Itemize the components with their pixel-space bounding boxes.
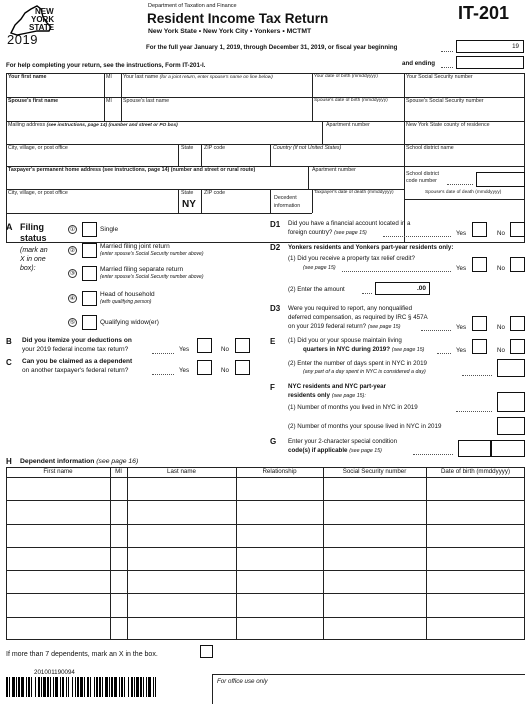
d3-no-label: No	[497, 324, 505, 331]
barcode-bar	[68, 677, 69, 697]
your-dob-label: Your date of birth (mmddyyyy)	[314, 74, 378, 79]
state-label: State	[181, 145, 194, 151]
school-code-label: School district	[406, 171, 439, 177]
barcode-bar	[60, 677, 61, 697]
barcode-bar	[55, 677, 58, 697]
barcode-icon	[6, 677, 156, 697]
barcode-bar	[121, 677, 123, 697]
filing-title-1: Filing	[20, 222, 44, 232]
your-mi-input[interactable]	[106, 82, 120, 95]
dependent-cell-input[interactable]	[7, 525, 109, 546]
dependents-column-header: Relationship	[262, 468, 297, 475]
barcode-bar	[72, 677, 73, 697]
filing-option-5-number: ⑤	[69, 320, 76, 326]
your-last-name-input[interactable]	[123, 82, 311, 95]
filing-note-1: (mark an	[20, 247, 48, 254]
g-code-input-1[interactable]	[458, 440, 491, 457]
f-2-line: (2) Number of months your spouse lived in NYC in 2019	[288, 423, 442, 430]
e-2-line-a: (2) Enter the number of days spent in NYC in 2019	[288, 360, 427, 367]
dependent-cell-input[interactable]	[324, 525, 425, 546]
d2-amount-cents: .00	[416, 285, 426, 292]
dependent-cell-input[interactable]	[324, 501, 425, 522]
barcode-bar	[90, 677, 91, 697]
mailing-address-input[interactable]	[8, 130, 320, 142]
barcode-bar	[109, 677, 110, 697]
state-2-label: State	[181, 190, 194, 196]
barcode-bar	[134, 677, 135, 697]
dependents-column-header: Social Security number	[342, 468, 407, 475]
dependent-cell-input[interactable]	[427, 525, 524, 546]
dependent-cell-input[interactable]	[427, 501, 524, 522]
b-no-checkbox[interactable]	[235, 338, 250, 353]
school-district-label: School district name	[406, 145, 454, 151]
form-number: IT-201	[458, 3, 510, 23]
barcode-bar	[41, 677, 42, 697]
county-label: New York State county of residence	[406, 122, 490, 128]
spouse-last-name-input[interactable]	[123, 106, 311, 119]
country-input[interactable]	[273, 153, 403, 165]
dependent-cell-input[interactable]	[237, 571, 322, 592]
barcode-bar	[50, 677, 51, 697]
barcode-bar	[131, 677, 133, 697]
dependent-cell-input[interactable]	[111, 525, 126, 546]
barcode-bar	[53, 677, 54, 697]
barcode-bar	[35, 677, 36, 697]
office-use-box	[212, 674, 525, 704]
form-subtitle: New York State • New York City • Yonkers • MCTMT	[148, 28, 312, 35]
filing-option-4-label: Head of household	[100, 291, 155, 298]
barcode-bar	[31, 677, 32, 697]
more-dependents-note: If more than 7 dependents, mark an X in the box.	[6, 651, 158, 658]
dependent-cell-input[interactable]	[427, 548, 524, 569]
dependent-cell-input[interactable]	[128, 594, 235, 615]
e-no-checkbox[interactable]	[510, 339, 525, 354]
f-letter: F	[270, 383, 275, 392]
spouse-ssn-label: Spouse's Social Security number	[406, 98, 484, 104]
filing-option-4-checkbox[interactable]	[82, 291, 97, 306]
dependent-cell-input[interactable]	[427, 478, 524, 499]
d1-yes-label: Yes	[456, 230, 467, 237]
dependent-cell-input[interactable]	[237, 618, 322, 639]
d2-yes-checkbox[interactable]	[472, 257, 487, 272]
office-use-label: For office use only	[217, 678, 268, 685]
e-no-label: No	[497, 347, 505, 354]
filing-option-4-number: ④	[69, 296, 76, 302]
dependent-cell-input[interactable]	[128, 478, 235, 499]
form-year: 2019	[7, 32, 38, 47]
dependent-cell-input[interactable]	[237, 594, 322, 615]
c-yes-label: Yes	[179, 367, 190, 374]
barcode-bar	[155, 677, 156, 697]
c-letter: C	[6, 358, 12, 367]
barcode-bar	[96, 677, 98, 697]
form-title: Resident Income Tax Return	[147, 11, 329, 26]
spouse-first-name-input[interactable]	[8, 106, 103, 119]
f-months-spouse-input[interactable]	[497, 417, 525, 435]
filing-letter: A	[6, 222, 13, 232]
e-1-line-a: (1) Did you or your spouse maintain living	[288, 337, 402, 344]
county-input[interactable]	[406, 130, 524, 142]
ending-dots	[441, 67, 453, 68]
dependent-cell-input[interactable]	[128, 571, 235, 592]
filing-option-1-label: Single	[100, 226, 119, 233]
period-dots	[441, 51, 453, 52]
dependent-cell-input[interactable]	[111, 571, 126, 592]
dependent-cell-input[interactable]	[128, 548, 235, 569]
d3-letter: D3	[270, 304, 281, 313]
barcode-bar	[94, 677, 95, 697]
department-name: Department of Taxation and Finance	[148, 3, 237, 9]
dependent-cell-input[interactable]	[128, 618, 235, 639]
filing-note-3: box):	[20, 265, 36, 272]
barcode-bar	[153, 677, 154, 697]
your-last-name-label: Your last name (for a joint return, enter spouse's name on line below)	[123, 74, 273, 80]
b-yes-label: Yes	[179, 346, 190, 353]
e-1-line-b: quarters in NYC during 2019? (see page 15)	[303, 346, 425, 353]
filing-option-3-number: ③	[69, 271, 76, 277]
d2-no-checkbox[interactable]	[510, 257, 525, 272]
barcode-bar	[75, 677, 76, 697]
city-input[interactable]	[8, 153, 177, 165]
barcode-bar	[38, 677, 40, 697]
decedent-label: Decedent	[274, 195, 297, 201]
f-months-you-input[interactable]	[497, 392, 525, 412]
dependent-cell-input[interactable]	[7, 594, 109, 615]
g-line-2: code(s) if applicable (see page 15)	[288, 447, 382, 454]
dependent-cell-input[interactable]	[324, 548, 425, 569]
spouse-dod-label: Spouse's date of death (mmddyyyy)	[425, 190, 502, 195]
your-ssn-label: Your Social Security number	[406, 74, 473, 80]
d1-no-label: No	[497, 230, 505, 237]
zip-2-label: ZIP code	[204, 190, 226, 196]
dependent-cell-input[interactable]	[111, 548, 126, 569]
spouse-dob-label: Spouse's date of birth (mmddyyyy)	[314, 98, 388, 103]
school-district-input[interactable]	[406, 153, 524, 165]
dependent-cell-input[interactable]	[7, 571, 109, 592]
logo-line-3: STATE	[29, 23, 55, 32]
city-2-label: City, village, or post office	[8, 190, 68, 196]
c-line-1: Can you be claimed as a dependent	[22, 358, 133, 365]
barcode-bar	[26, 677, 27, 697]
dependent-cell-input[interactable]	[7, 478, 109, 499]
d2-yes-label: Yes	[456, 265, 467, 272]
barcode-bar	[102, 677, 103, 697]
year-suffix: 19	[512, 43, 519, 50]
barcode-bar	[28, 677, 30, 697]
barcode-number: 201001190094	[34, 669, 75, 676]
dependents-table	[6, 467, 525, 640]
barcode-bar	[84, 677, 85, 697]
dependent-cell-input[interactable]	[427, 594, 524, 615]
barcode-bar	[66, 677, 67, 697]
barcode-bar	[143, 677, 144, 697]
city-label: City, village, or post office	[8, 145, 68, 151]
c-no-label: No	[221, 367, 229, 374]
dependent-cell-input[interactable]	[324, 594, 425, 615]
barcode-bar	[146, 677, 147, 697]
dependent-cell-input[interactable]	[111, 478, 126, 499]
filing-option-2-checkbox[interactable]	[82, 243, 97, 258]
your-first-name-input[interactable]	[8, 82, 103, 95]
dependent-cell-input[interactable]	[111, 594, 126, 615]
f-line-1: NYC residents and NYC part-year	[288, 383, 386, 390]
zip-input[interactable]	[204, 153, 269, 165]
barcode	[6, 677, 156, 697]
tax-period-text: For the full year January 1, 2019, through December 31, 2019, or fiscal year beginning	[146, 44, 398, 51]
barcode-bar	[12, 677, 15, 697]
apartment-number-input[interactable]	[326, 130, 402, 142]
b-letter: B	[6, 337, 12, 346]
dependent-cell-input[interactable]	[7, 548, 109, 569]
barcode-bar	[119, 677, 120, 697]
b-line-2: your 2019 federal income tax return?	[22, 346, 129, 353]
spouse-first-name-label: Spouse's first name	[8, 98, 59, 104]
taxpayer-dod-label: Taxpayer's date of death (mmddyyyy)	[314, 190, 394, 195]
your-dob-input[interactable]	[314, 82, 403, 95]
barcode-bar	[47, 677, 49, 697]
more-dependents-checkbox[interactable]	[200, 645, 213, 658]
barcode-bar	[111, 677, 113, 697]
e-2-line-b: (any part of a day spent in NYC is considered a day)	[303, 369, 426, 375]
d1-no-checkbox[interactable]	[510, 222, 525, 237]
barcode-bar	[99, 677, 101, 697]
spouse-last-name-label: Spouse's last name	[123, 98, 170, 104]
f-line-2: residents only (see page 15):	[288, 392, 366, 399]
d2-2-line: (2) Enter the amount	[288, 286, 345, 293]
c-no-checkbox[interactable]	[235, 360, 250, 375]
b-no-label: No	[221, 346, 229, 353]
g-letter: G	[270, 437, 277, 446]
barcode-bar	[114, 677, 117, 697]
fiscal-year-end-field[interactable]	[456, 56, 524, 69]
f-1-line: (1) Number of months you lived in NYC in 2019	[288, 404, 418, 411]
filing-option-3-note: (enter spouse's Social Security number above)	[100, 274, 204, 280]
dependent-cell-input[interactable]	[111, 501, 126, 522]
filing-option-3-label: Married filing separate return	[100, 266, 184, 273]
d3-yes-label: Yes	[456, 324, 467, 331]
dependent-cell-input[interactable]	[324, 571, 425, 592]
logo-line-1: NEW	[35, 7, 54, 16]
d1-yes-checkbox[interactable]	[472, 222, 487, 237]
dependent-cell-input[interactable]	[324, 618, 425, 639]
c-line-2: on another taxpayer's federal return?	[22, 367, 129, 374]
d3-line-3: on your 2019 federal return? (see page 15)	[288, 323, 401, 330]
d2-letter: D2	[270, 243, 281, 252]
dependents-column-header: MI	[115, 468, 122, 475]
logo-line-2: YORK	[31, 15, 55, 24]
perm-address-label: Taxpayer's permanent home address (see instructions, page 14) (number and street or rural route)	[8, 167, 256, 173]
city-2-input[interactable]	[8, 198, 177, 211]
dependents-column-header: Last name	[167, 468, 196, 475]
barcode-bar	[9, 677, 10, 697]
d2-amount-input[interactable]	[375, 282, 430, 295]
g-code-input-2[interactable]	[491, 440, 525, 457]
dependent-cell-input[interactable]	[237, 501, 322, 522]
barcode-bar	[21, 677, 24, 697]
dependents-title: Dependent information (see page 16)	[20, 458, 139, 465]
barcode-bar	[87, 677, 89, 697]
filing-option-2-number: ②	[69, 248, 76, 254]
dependent-cell-input[interactable]	[7, 618, 109, 639]
d2-title: Yonkers residents and Yonkers part-year residents only:	[288, 244, 454, 251]
barcode-bar	[140, 677, 142, 697]
barcode-bar	[124, 677, 125, 697]
barcode-bar	[136, 677, 139, 697]
spouse-mi-label: MI	[106, 98, 112, 104]
d2-1-ref: (see page 15)	[303, 265, 336, 271]
dependent-cell-input[interactable]	[427, 618, 524, 639]
barcode-bar	[128, 677, 129, 697]
mailing-address-label: Mailing address (see instructions, page 14) (number and street or PO box)	[8, 122, 178, 128]
fiscal-year-begin-field[interactable]	[456, 40, 524, 53]
your-first-name-label: Your first name	[8, 74, 47, 80]
information-label: information	[274, 203, 301, 209]
barcode-bar	[43, 677, 46, 697]
filing-note-2: X in one	[20, 256, 46, 263]
filing-option-5-label: Qualifying widow(er)	[100, 319, 159, 326]
dependent-cell-input[interactable]	[237, 478, 322, 499]
school-code-input[interactable]	[476, 172, 525, 187]
help-text: For help completing your return, see the instructions, Form IT-201-I.	[6, 62, 206, 69]
dependent-cell-input[interactable]	[128, 525, 235, 546]
e-yes-label: Yes	[456, 347, 467, 354]
d2-1-line: (1) Did you receive a property tax relief credit?	[288, 255, 415, 262]
b-yes-checkbox[interactable]	[197, 338, 212, 353]
d1-line-1: Did you have a financial account located in a	[288, 220, 411, 227]
filing-option-3-checkbox[interactable]	[82, 266, 97, 281]
filing-option-2-label: Married filing joint return	[100, 243, 170, 250]
c-yes-checkbox[interactable]	[197, 360, 212, 375]
dependent-cell-input[interactable]	[324, 478, 425, 499]
barcode-bar	[80, 677, 83, 697]
dependent-cell-input[interactable]	[237, 525, 322, 546]
filing-option-1-number: ①	[69, 227, 76, 233]
taxpayer-dod-input[interactable]	[314, 198, 402, 211]
d1-line-2: foreign country? (see page 15)	[288, 229, 367, 236]
dependent-cell-input[interactable]	[111, 618, 126, 639]
filing-option-1-checkbox[interactable]	[82, 222, 97, 237]
state-input[interactable]	[181, 153, 200, 165]
state-value: NY	[182, 199, 196, 210]
barcode-bar	[77, 677, 79, 697]
filing-option-4-note: (with qualifying person)	[100, 299, 152, 305]
barcode-bar	[18, 677, 20, 697]
zip-label: ZIP code	[204, 145, 226, 151]
barcode-bar	[16, 677, 17, 697]
filing-option-2-note: (enter spouse's Social Security number above)	[100, 251, 204, 257]
d3-line-1: Were you required to report, any nonqualified	[288, 305, 413, 312]
perm-address-input[interactable]	[8, 175, 307, 187]
filing-option-5-checkbox[interactable]	[82, 315, 97, 330]
school-code-label-2: code number	[406, 178, 437, 184]
apartment-number-2-input[interactable]	[312, 175, 402, 187]
zip-2-input[interactable]	[204, 198, 269, 211]
apartment-number-label: Apartment number	[326, 122, 370, 128]
dependents-column-header: Date of birth (mmddyyyy)	[440, 468, 511, 475]
barcode-bar	[105, 677, 108, 697]
g-line-1: Enter your 2-character special condition	[288, 438, 398, 445]
ending-label: and ending	[402, 60, 435, 67]
d2-no-label: No	[497, 265, 505, 272]
b-line-1: Did you itemize your deductions on	[22, 337, 132, 344]
spouse-ssn-input[interactable]	[406, 106, 524, 119]
dependent-cell-input[interactable]	[128, 501, 235, 522]
dependent-cell-input[interactable]	[427, 571, 524, 592]
e-letter: E	[270, 337, 276, 346]
dependent-cell-input[interactable]	[237, 548, 322, 569]
spouse-dod-input[interactable]	[406, 201, 524, 214]
apartment-number-2-label: Apartment number	[312, 167, 356, 173]
d3-yes-checkbox[interactable]	[472, 316, 487, 331]
filing-title-2: status	[20, 233, 47, 243]
mi-label: MI	[106, 74, 112, 80]
d1-letter: D1	[270, 220, 281, 229]
your-ssn-input[interactable]	[406, 82, 524, 95]
e-days-input[interactable]	[497, 359, 525, 377]
dependent-cell-input[interactable]	[7, 501, 109, 522]
barcode-bar	[148, 677, 151, 697]
e-yes-checkbox[interactable]	[472, 339, 487, 354]
barcode-bar	[6, 677, 8, 697]
nys-logo	[7, 3, 59, 47]
d3-line-2: deferred compensation, as required by IRC § 457A	[288, 314, 428, 321]
dependents-column-header: First name	[43, 468, 73, 475]
dependents-letter: H	[6, 457, 12, 466]
barcode-bar	[62, 677, 64, 697]
country-label: Country (if not United States)	[273, 145, 342, 151]
d3-no-checkbox[interactable]	[510, 316, 525, 331]
